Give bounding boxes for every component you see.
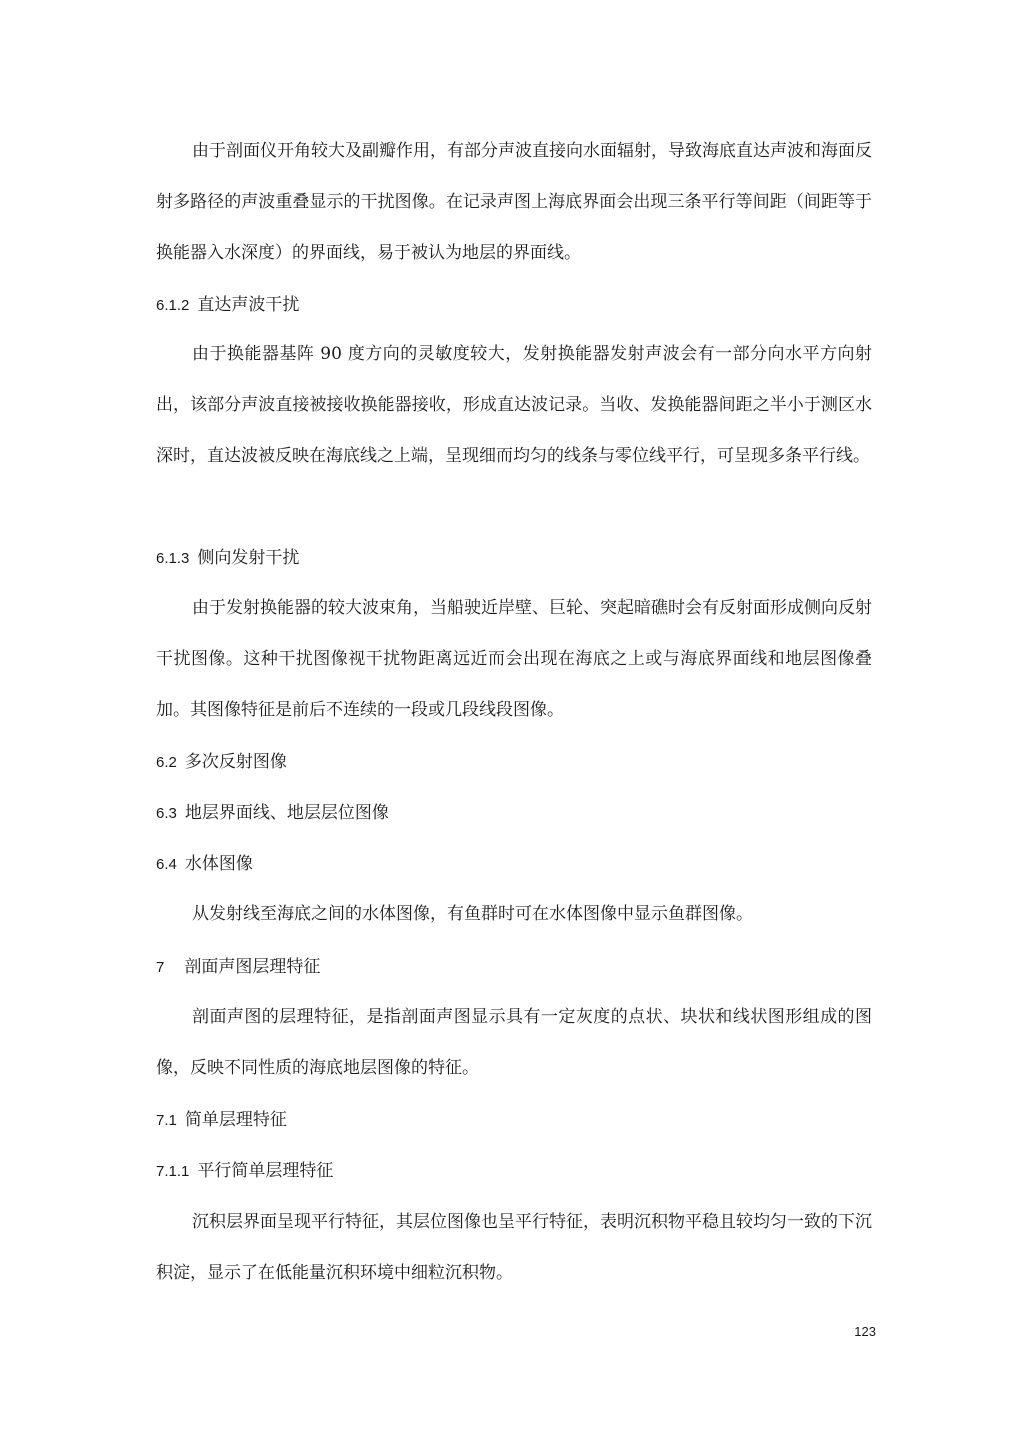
section-number: 6.3 [156,805,177,822]
paragraph-side-reflection [156,583,872,736]
section-number: 6.1.2 [156,297,190,314]
section-number: 7 [156,959,165,976]
section-number: 6.4 [156,856,177,873]
section-title: 直达声波干扰 [197,295,300,315]
paragraph-line: 测区水深时，直达波被反映在海底线之上端，呈现细而均匀的线条与零位线平行，可呈现多 [156,395,873,466]
section-title: 平行简单层理特征 [197,1161,334,1181]
paragraph-parallel-bedding [156,1197,872,1299]
section-title: 简单层理特征 [184,1110,287,1130]
paragraph-water-body [156,889,872,940]
paragraph-line: 由于换能器基阵 90 度方向的灵敏度较大，发射换能器发射声波会有一部分向水平方向 [192,344,855,364]
paragraph-line: 从发射线至海底之间的水体图像，有鱼群时可在水体图像中显示鱼群图像。 [192,904,753,924]
paragraph-line: 条平行线。 [785,446,870,466]
section-heading-7-1 [156,1108,872,1133]
paragraph-line: 图像叠加。其图像特征是前后不连续的一段或几段线段图像。 [156,649,873,720]
paragraph-interference-intro [156,126,872,279]
page-number: 123 [854,1324,876,1339]
section-heading-6-4 [156,852,872,877]
paragraph-direct-wave [156,329,872,482]
paragraph-line: 反射干扰图像。这种干扰图像视干扰物距离远近而会出现在海底之上或与海底界面线和地层 [156,598,872,669]
paragraph-line: 由于剖面仪开角较大及副瓣作用，有部分声波直接向水面辐射，导致海底直达声波和海 [192,141,838,161]
section-title: 地层界面线、地层层位图像 [184,803,389,823]
section-title: 多次反射图像 [184,752,287,772]
section-heading-6-1-2 [156,293,872,318]
paragraph-line: 射出，该部分声波直接被接收换能器接收，形成直达波记录。当收、发换能器间距之半小于 [156,344,872,415]
section-number: 7.1.1 [156,1163,190,1180]
section-heading-6-2 [156,750,872,775]
section-number: 6.2 [156,754,177,771]
section-heading-6-1-3 [156,546,872,571]
section-heading-7 [156,955,872,980]
paragraph-line: 由于发射换能器的较大波束角，当船驶近岸壁、巨轮、突起暗礁时会有反射面形成侧向 [192,598,838,618]
section-title: 侧向发射干扰 [197,548,300,568]
section-title: 水体图像 [184,854,253,874]
paragraph-line: 图像，反映不同性质的海底地层图像的特征。 [156,1007,872,1078]
paragraph-stratification [156,992,872,1094]
paragraph-line: 沉积层界面呈现平行特征，其层位图像也呈平行特征，表明沉积物平稳且较均匀一致的 [192,1212,838,1232]
paragraph-line: （间距等于换能器入水深度）的界面线，易于被认为地层的界面线。 [156,192,873,263]
section-number: 7.1 [156,1112,177,1129]
section-heading-7-1-1 [156,1159,872,1184]
section-heading-6-3 [156,801,872,826]
paragraph-line: 面反射多路径的声波重叠显示的干扰图像。在记录声图上海底界面会出现三条平行等间距 [156,141,872,212]
paragraph-line: 剖面声图的层理特征，是指剖面声图显示具有一定灰度的点状、块状和线状图形组成的 [192,1007,855,1027]
section-title: 剖面声图层理特征 [184,957,321,977]
paragraph-line: 下沉积淀，显示了在低能量沉积环境中细粒沉积物。 [156,1212,872,1283]
section-number: 6.1.3 [156,550,190,567]
